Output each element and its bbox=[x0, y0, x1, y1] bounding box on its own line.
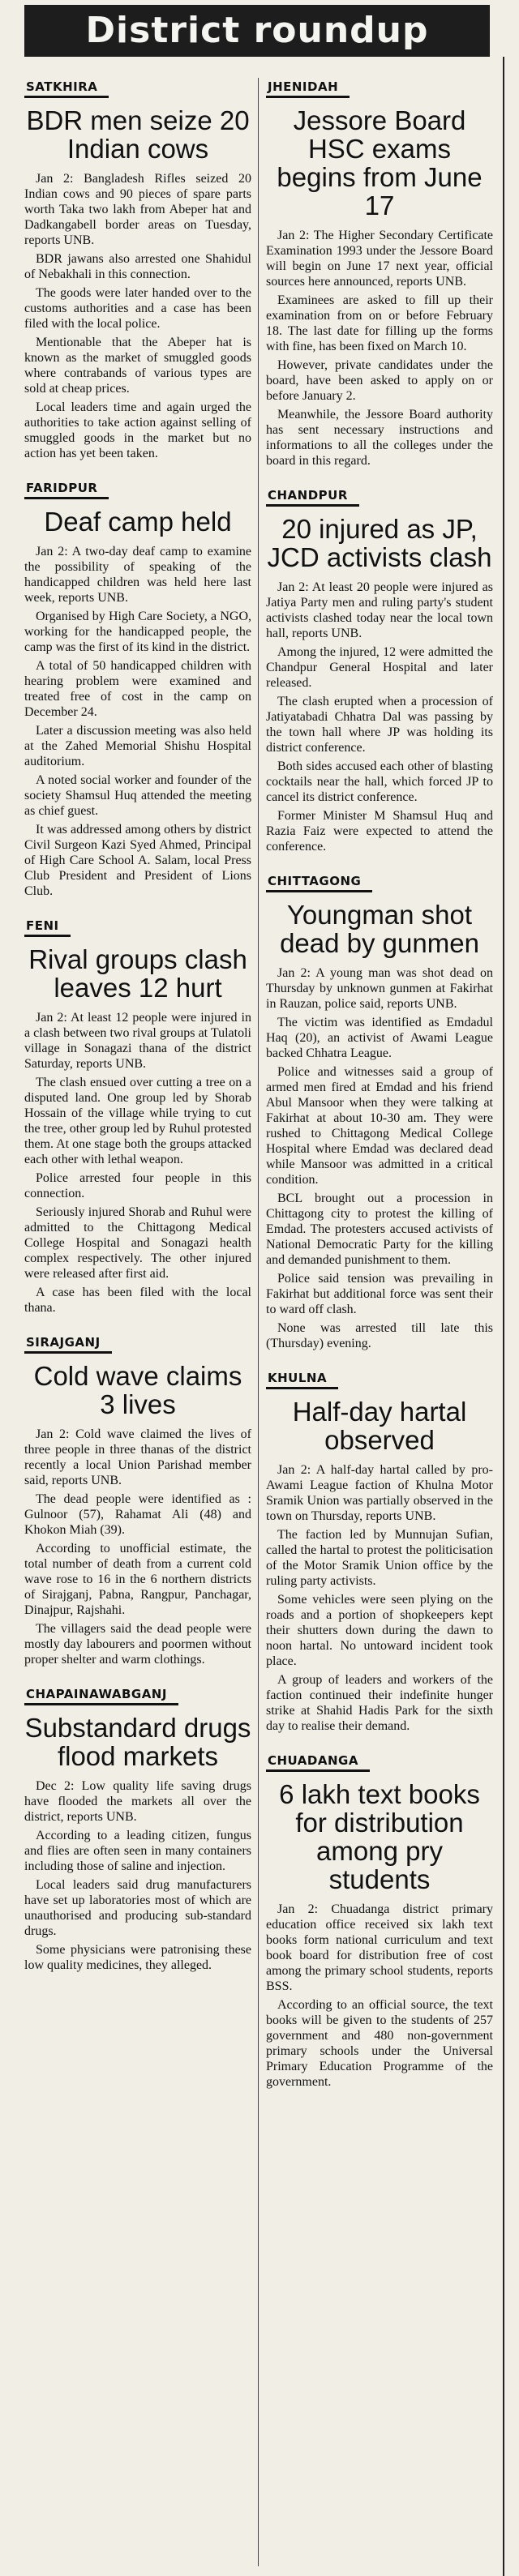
paragraph: Jan 2: A young man was shot dead on Thursday by unknown gunmen at Fakirhat in Rauzan, police said, reports UNB. bbox=[266, 966, 493, 1011]
paragraph: Former Minister M Shamsul Huq and Razia Faiz were expected to attend the conference. bbox=[266, 809, 493, 854]
dateline: SIRAJGANJ bbox=[24, 1333, 112, 1354]
paragraph: Jan 2: Chuadanga district primary education office received six lakh text books form national curriculum and text book board for distribution free of cost among the primary school students, reports BSS. bbox=[266, 1902, 493, 1993]
paragraph: According to a leading citizen, fungus and flies are often seen in many containers including those of saline and injection. bbox=[24, 1829, 251, 1873]
news-story bbox=[266, 872, 493, 1351]
dateline: FENI bbox=[24, 917, 71, 937]
paragraph: Police and witnesses said a group of armed men fired at Emdad and his friend Abul Mansoor when they were talking at Fakirhat at about 10-30 am. They were rushed to Chittagong Medical College Hospital where Emdad was declared dead while Mansoor was admitted in a critical condition. bbox=[266, 1065, 493, 1187]
column-divider bbox=[258, 78, 259, 2566]
news-story bbox=[24, 1333, 251, 1667]
paragraph: Both sides accused each other of blasting cocktails near the hall, which forced JP to cancel its district conference. bbox=[266, 760, 493, 804]
paragraph: A group of leaders and workers of the faction continued their indefinite hunger strike at Shahid Hadis Park for the sixth day to realise their demand. bbox=[266, 1673, 493, 1733]
story-body bbox=[24, 171, 251, 461]
paragraph: A case has been filed with the local thana. bbox=[24, 1286, 251, 1315]
headline: Jessore Board HSC exams begins from June 17 bbox=[277, 105, 483, 220]
paragraph: Police arrested four people in this connection. bbox=[24, 1171, 251, 1200]
headline: Substandard drugs flood markets bbox=[24, 1713, 251, 1771]
paragraph: Jan 2: At least 12 people were injured in a clash between two rival groups at Tulatoli village in Sonagazi thana of the district Saturday, reports UNB. bbox=[24, 1011, 251, 1071]
left-column bbox=[24, 78, 251, 1991]
paragraph: BCL brought out a procession in Chittagong city to protest the killing of Emdad. The protesters accused activists of National Democratic Party for the killing and demanded punishment to them. bbox=[266, 1192, 493, 1267]
story-body bbox=[24, 1778, 251, 1973]
paragraph: Local leaders time and again urged the authorities to take action against selling of smuggled goods in the market but no action has yet been taken. bbox=[24, 400, 251, 460]
news-story bbox=[24, 78, 251, 461]
dateline: SATKHIRA bbox=[24, 78, 109, 98]
headline: 6 lakh text books for distribution among pry students bbox=[279, 1779, 480, 1894]
paragraph: According to an official source, the text books will be given to the students of 257 government and 480 non-government primary schools under the Universal Primary Education Programme of the government. bbox=[266, 1998, 493, 2089]
paragraph: Some vehicles were seen plying on the roads and a portion of shopkeepers kept their shutters down during the dawn to noon hartal. No untoward incident took place. bbox=[266, 1593, 493, 1668]
paragraph: None was arrested till late this (Thursday) evening. bbox=[266, 1321, 493, 1350]
page-edge-rule bbox=[503, 57, 504, 2576]
story-body bbox=[266, 228, 493, 469]
paragraph: Among the injured, 12 were admitted the Chandpur General Hospital and later released. bbox=[266, 645, 493, 690]
paragraph: Jan 2: Bangladesh Rifles seized 20 Indian cows and 90 pieces of spare parts worth Taka two lakh from Abeper hat and Dadkangabell border areas on Tuesday, reports UNB. bbox=[24, 172, 251, 247]
news-story bbox=[266, 486, 493, 854]
paragraph: According to unofficial estimate, the total number of death from a current cold wave rose to 16 in the 6 northern districts of Sirajganj, Pabna, Rangpur, Panchagar, Dinajpur, Rajshahi. bbox=[24, 1542, 251, 1617]
paragraph: However, private candidates under the board, have been asked to apply on or before January 2. bbox=[266, 358, 493, 403]
news-story bbox=[266, 1369, 493, 1734]
paragraph: The clash erupted when a procession of Jatiyatabadi Chhatra Dal was passing by the town hall where JP was holding its district conference. bbox=[266, 695, 493, 755]
right-column bbox=[266, 78, 493, 2107]
story-body bbox=[24, 1010, 251, 1316]
paragraph: Mentionable that the Abeper hat is known as the market of smuggled goods where contrabands of various types are sold at cheap prices. bbox=[24, 336, 251, 396]
story-body bbox=[24, 1427, 251, 1667]
news-story bbox=[24, 917, 251, 1316]
dateline: CHITTAGONG bbox=[266, 872, 372, 892]
section-banner: District roundup bbox=[24, 5, 490, 57]
paragraph: Jan 2: A half-day hartal called by pro-Awami League faction of Khulna Motor Sramik Union was partially observed in the town on Thursday, reports UNB. bbox=[266, 1463, 493, 1523]
story-body bbox=[266, 1462, 493, 1734]
headline: 20 injured as JP, JCD activists clash bbox=[267, 514, 492, 572]
headline: Half-day hartal observed bbox=[292, 1397, 467, 1455]
dateline: FARIDPUR bbox=[24, 479, 109, 499]
headline: Rival groups clash leaves 12 hurt bbox=[28, 944, 247, 1003]
story-body bbox=[24, 544, 251, 899]
paragraph: It was addressed among others by district Civil Surgeon Kazi Syed Ahmed, Principal of High Care School A. Salam, local Press Club President and President of Lions Club. bbox=[24, 823, 251, 898]
headline: BDR men seize 20 Indian cows bbox=[26, 105, 250, 164]
news-story bbox=[24, 479, 251, 899]
paragraph: Later a discussion meeting was also held at the Zahed Memorial Shishu Hospital auditorium. bbox=[24, 724, 251, 768]
paragraph: The clash ensued over cutting a tree on a disputed land. One group led by Shorab Hossain of the village while trying to cut the tree, other group led by Ruhul protested them. At one stage both the groups attacked each other with lethal weapon. bbox=[24, 1076, 251, 1166]
paragraph: The dead people were identified as : Gulnoor (57), Rahamat Ali (48) and Khokon Miah (39). bbox=[24, 1492, 251, 1537]
paragraph: Meanwhile, the Jessore Board authority has sent necessary instructions and informations to all the colleges under the board in this regard. bbox=[266, 408, 493, 468]
dateline: KHULNA bbox=[266, 1369, 338, 1389]
story-body bbox=[266, 1902, 493, 2090]
news-story bbox=[24, 1685, 251, 1973]
paragraph: The goods were later handed over to the customs authorities and a case has been filed with the local police. bbox=[24, 286, 251, 331]
news-story bbox=[266, 1752, 493, 2090]
dateline: CHANDPUR bbox=[266, 486, 359, 507]
news-story bbox=[266, 78, 493, 469]
paragraph: The victim was identified as Emdadul Haq (20), an activist of Awami League backed Chhatra League. bbox=[266, 1016, 493, 1060]
paragraph: A total of 50 handicapped children with hearing problem were examined and treated free of cost in the camp on December 24. bbox=[24, 659, 251, 719]
dateline: JHENIDAH bbox=[266, 78, 350, 98]
paragraph: Jan 2: At least 20 people were injured as Jatiya Party men and ruling party's student activists clashed today near the local town hall, reports UNB. bbox=[266, 580, 493, 640]
headline: Cold wave claims 3 lives bbox=[33, 1361, 242, 1419]
paragraph: Some physicians were patronising these low quality medicines, they alleged. bbox=[24, 1943, 251, 1972]
paragraph: The villagers said the dead people were mostly day labourers and poormen without proper shelter and warm clothings. bbox=[24, 1622, 251, 1667]
paragraph: BDR jawans also arrested one Shahidul of Nebakhali in this connection. bbox=[24, 252, 251, 281]
paragraph: Jan 2: The Higher Secondary Certificate Examination 1993 under the Jessore Board will begin on June 17 next year, official sources here announced, reports UNB. bbox=[266, 229, 493, 289]
paragraph: Police said tension was prevailing in Fakirhat but additional force was sent their to ward off clash. bbox=[266, 1272, 493, 1316]
story-body bbox=[266, 965, 493, 1351]
headline: Deaf camp held bbox=[44, 507, 232, 537]
paragraph: Jan 2: Cold wave claimed the lives of three people in three thanas of the district recently a local Union Parishad member said, reports UNB. bbox=[24, 1427, 251, 1487]
dateline: CHAPAINAWABGANJ bbox=[24, 1685, 178, 1705]
headline: Youngman shot dead by gunmen bbox=[280, 900, 479, 958]
paragraph: Dec 2: Low quality life saving drugs have flooded the markets all over the district, reports UNB. bbox=[24, 1779, 251, 1824]
paragraph: A noted social worker and founder of the society Shamsul Huq attended the meeting as chief guest. bbox=[24, 773, 251, 818]
paragraph: The faction led by Munnujan Sufian, called the hartal to protest the politicisation of the Motor Sramik Union office by the ruling party activists. bbox=[266, 1528, 493, 1588]
paragraph: Examinees are asked to fill up their examination from on or before February 18. The last date for filling up the forms with fine, has been fixed on March 10. bbox=[266, 293, 493, 353]
dateline: CHUADANGA bbox=[266, 1752, 370, 1772]
story-body bbox=[266, 580, 493, 854]
paragraph: Seriously injured Shorab and Ruhul were admitted to the Chittagong Medical College Hospital and Sonagazi health complex respectively. The other injured were released after first aid. bbox=[24, 1205, 251, 1281]
paragraph: Local leaders said drug manufacturers have set up laboratories most of which are unauthorised and producing sub-standard drugs. bbox=[24, 1878, 251, 1938]
paragraph: Organised by High Care Society, a NGO, working for the handicapped people, the camp was the first of its kind in the district. bbox=[24, 610, 251, 654]
paragraph: Jan 2: A two-day deaf camp to examine the possibility of speaking of the handicapped children was held here last week, reports UNB. bbox=[24, 545, 251, 605]
